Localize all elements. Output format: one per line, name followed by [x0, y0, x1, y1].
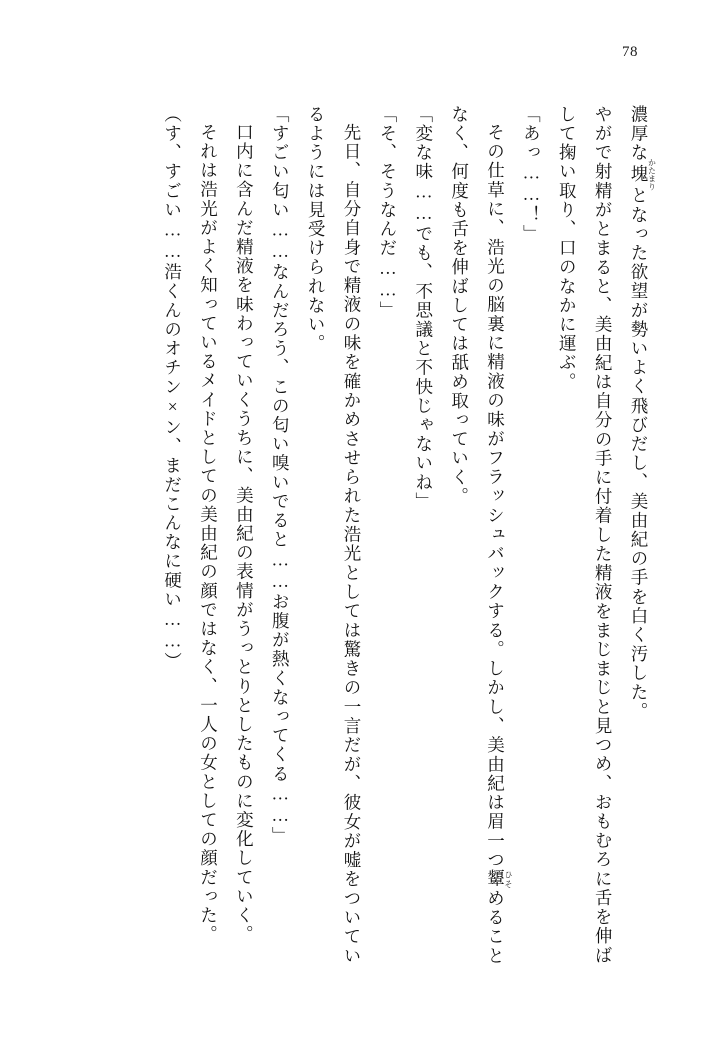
ruby-annotation: 顰ひそ — [485, 869, 513, 889]
paragraph: 口内に含んだ精液を味わっていくうちに、美由紀の表情がうっとりとしたものに変化していく。 — [234, 122, 255, 944]
paragraph: 先日、自分自身で精液の味を確かめさせられた浩光としては驚きの一言だが、彼女が嘘をついているようには見受けられない。 — [306, 105, 362, 965]
paragraph: 「すごい匂い……なんだろう、この匂い嗅いでると……お腹が熱くなってくる……」 — [270, 105, 291, 846]
page-number: 78 — [622, 44, 638, 60]
ruby-annotation: 塊かたまり — [629, 158, 657, 191]
paragraph: 「変な味……でも、不思議と不快じゃないね」 — [413, 105, 434, 512]
paragraph: （す、すごい……浩くんのオチン×ン、まだこんなに硬い……） — [162, 105, 183, 672]
paragraph: 濃厚な塊かたまりとなった欲望が勢いよく飛びだし、美由紀の手を白く汚した。 — [629, 105, 657, 722]
body-text — [56, 105, 656, 965]
paragraph: その仕草に、浩光の脳裏に精液の味がフラッシュバックする。しかし、美由紀は眉一つ顰ひそめることなく、何度も舌を伸ばしては舐め取っていく。 — [449, 105, 513, 965]
paragraph: 「あっ……！」 — [521, 105, 542, 244]
paragraph: 「そ、そうなんだ……」 — [377, 105, 398, 321]
paragraph: それは浩光がよく知っているメイドとしての美由紀の顔ではなく、一人の女としての顔だった。 — [198, 122, 219, 944]
paragraph: やがで射精がとまると、美由紀は自分の手に付着した精液をまじまじと見つめ、おもむろに舌を伸ばして掬い取り、口のなかに運ぶ。 — [557, 105, 614, 965]
